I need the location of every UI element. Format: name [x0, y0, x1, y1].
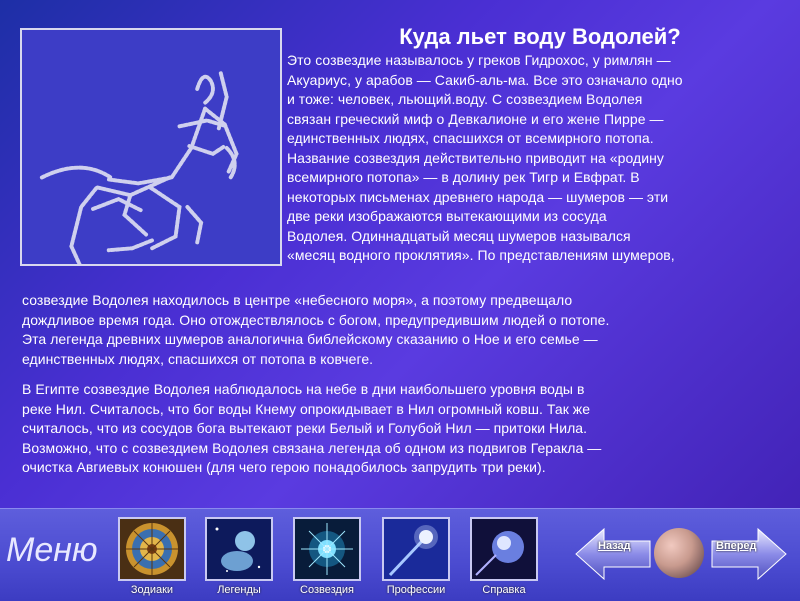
legends-figure-icon[interactable]	[205, 517, 273, 581]
text-line: «месяц водного проклятия». По представлениям шумеров,	[287, 247, 675, 263]
nav-item-label: Легенды	[217, 584, 261, 596]
text-line: всемирного потопа» — в долину рек Тигр и Евфрат. В	[287, 169, 640, 185]
constellations-star-icon[interactable]	[293, 517, 361, 581]
text-line: Название созвездия действительно приводит на «родину	[287, 149, 664, 166]
arrow-left-icon	[574, 527, 652, 581]
text-line: и тоже: человек, льющий.воду. С созвездием Водолея	[287, 91, 643, 107]
nav-item-label: Созвездия	[300, 584, 354, 596]
text-line: некоторых письменах древнего народа — шумеров — эти	[287, 188, 669, 205]
slide-title: Куда льет воду Водолей?	[399, 24, 681, 49]
arrow-right-icon	[710, 527, 788, 581]
planet-icon	[654, 528, 704, 578]
text-line: дождливое время года. Оно отождествлялось с богом, предупредившим людей о потопе.	[22, 311, 610, 328]
text-line: Акуариус, у арабов — Сакиб-аль-ма. Все это означало одно	[287, 71, 683, 88]
menu-label: Меню	[6, 531, 98, 569]
paragraph-1	[287, 51, 787, 266]
text-line: Эта легенда древних шумеров аналогична библейскому сказанию о Ное и его семье —	[22, 331, 598, 347]
text-line: очистка Авгиевых конюшен (для чего герою понадобилось запрудить три реки).	[22, 459, 546, 475]
text-line: созвездие Водолея находилось в центре «небесного моря», а поэтому предвещало	[22, 292, 573, 308]
back-button[interactable]	[574, 527, 652, 581]
text-line: считалось, что из сосудов бога вытекают реки Белый и Голубой Нил — притоки Нила.	[22, 420, 588, 436]
text-line: Возможно, что с созвездием Водолея связана легенда об одном из подвигов Геракла —	[22, 439, 602, 456]
nav-item-label: Зодиаки	[130, 584, 174, 596]
aquarius-constellation-image	[20, 28, 282, 266]
text-line: В Египте созвездие Водолея наблюдалось на небе в дни наибольшего уровня воды в	[22, 381, 585, 397]
nav-item-label: Профессии	[386, 584, 446, 596]
paragraph-2	[22, 291, 787, 369]
text-line: связан греческий миф о Девкалионе и его жене Пирре —	[287, 110, 664, 127]
zodiac-wheel-icon[interactable]	[118, 517, 186, 581]
aquarius-figure-icon	[22, 30, 280, 264]
nav-item-zodiacs[interactable]	[116, 517, 188, 596]
nav-item-constellations[interactable]	[291, 517, 363, 596]
text-line: две реки изображаются вытекающими из сосуда	[287, 208, 607, 224]
forward-button[interactable]	[710, 527, 788, 581]
text-line: единственных людях, спасшихся от всемирного потопа.	[287, 130, 654, 146]
nav-item-label: Справка	[482, 584, 526, 596]
text-line: Это созвездие называлось у греков Гидрохос, у римлян —	[287, 52, 671, 68]
forward-button-label[interactable]: Вперед	[716, 540, 757, 552]
back-button-label[interactable]: Назад	[598, 540, 631, 552]
nav-item-professions[interactable]	[380, 517, 452, 596]
nav-item-help[interactable]	[468, 517, 540, 596]
text-line: единственных людях, спасшихся от потопа в ковчеге.	[22, 350, 374, 367]
professions-comet-icon[interactable]	[382, 517, 450, 581]
help-orb-icon[interactable]	[470, 517, 538, 581]
text-line: Водолея. Одиннадцатый месяц шумеров назывался	[287, 227, 631, 244]
text-line: реке Нил. Считалось, что бог воды Кнему опрокидывает в Нил огромный ковш. Так же	[22, 400, 591, 417]
paragraph-3	[22, 380, 787, 478]
navigation-bar	[0, 508, 800, 601]
nav-item-legends[interactable]	[203, 517, 275, 596]
